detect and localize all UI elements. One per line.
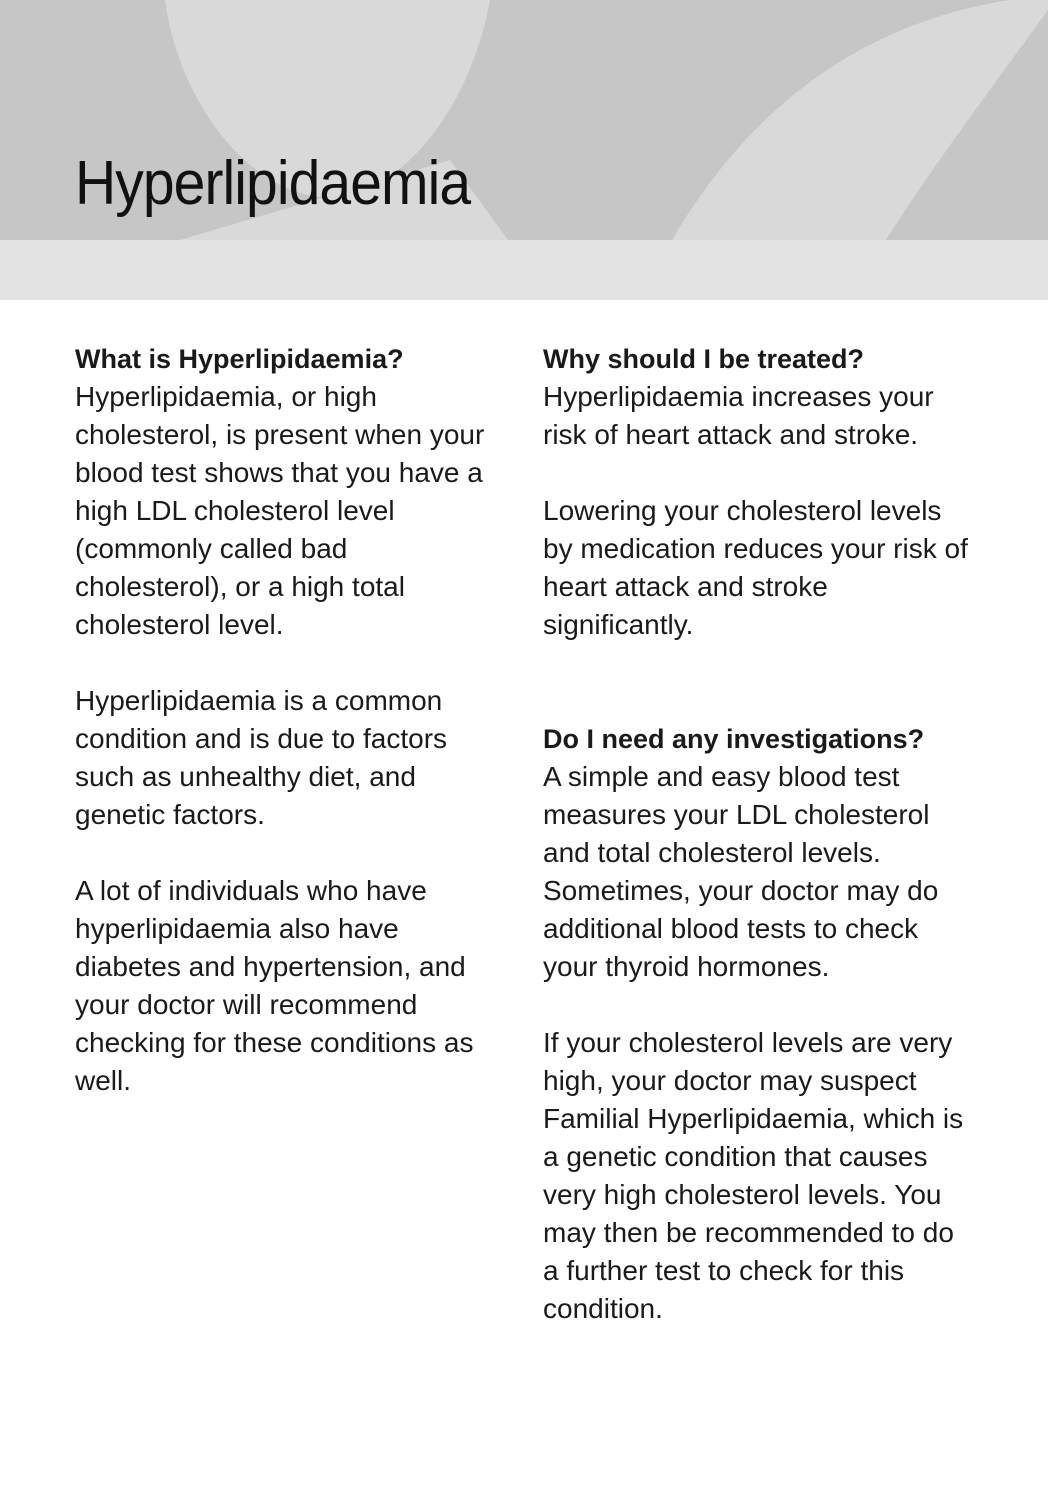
paragraph: A lot of individuals who have hyperlipidaemia also have diabetes and hypertension, and your doctor will recommend checking for these conditions as well.	[75, 875, 474, 1096]
paragraph: Lowering your cholesterol levels by medication reduces your risk of heart attack and stroke significantly.	[543, 495, 968, 640]
paragraph: Hyperlipidaemia, or high cholesterol, is present when your blood test shows that you have a high LDL cholesterol level (commonly called bad cholesterol), or a high total cholesterol level.	[75, 381, 485, 640]
paragraph: Hyperlipidaemia is a common condition and is due to factors such as unhealthy diet, and genetic factors.	[75, 685, 448, 830]
page-title: Hyperlipidaemia	[75, 149, 471, 218]
paragraph: If your cholesterol levels are very high, your doctor may suspect Familial Hyperlipidaemia, which is a genetic condition that causes very high cholesterol levels. You may then be recommended to do a further test to check for this condition.	[543, 1027, 964, 1324]
header-band	[0, 240, 1048, 300]
section-heading: Do I need any investigations?	[543, 724, 925, 754]
right-column	[543, 340, 973, 1366]
paragraph: Hyperlipidaemia increases your risk of heart attack and stroke.	[543, 381, 934, 450]
left-column	[75, 340, 505, 1138]
paragraph: A simple and easy blood test measures your LDL cholesterol and total cholesterol levels. Sometimes, your doctor may do additional blood tests to check your thyroid hormones.	[543, 761, 939, 982]
section-heading: Why should I be treated?	[543, 344, 865, 374]
section-heading: What is Hyperlipidaemia?	[75, 344, 404, 374]
